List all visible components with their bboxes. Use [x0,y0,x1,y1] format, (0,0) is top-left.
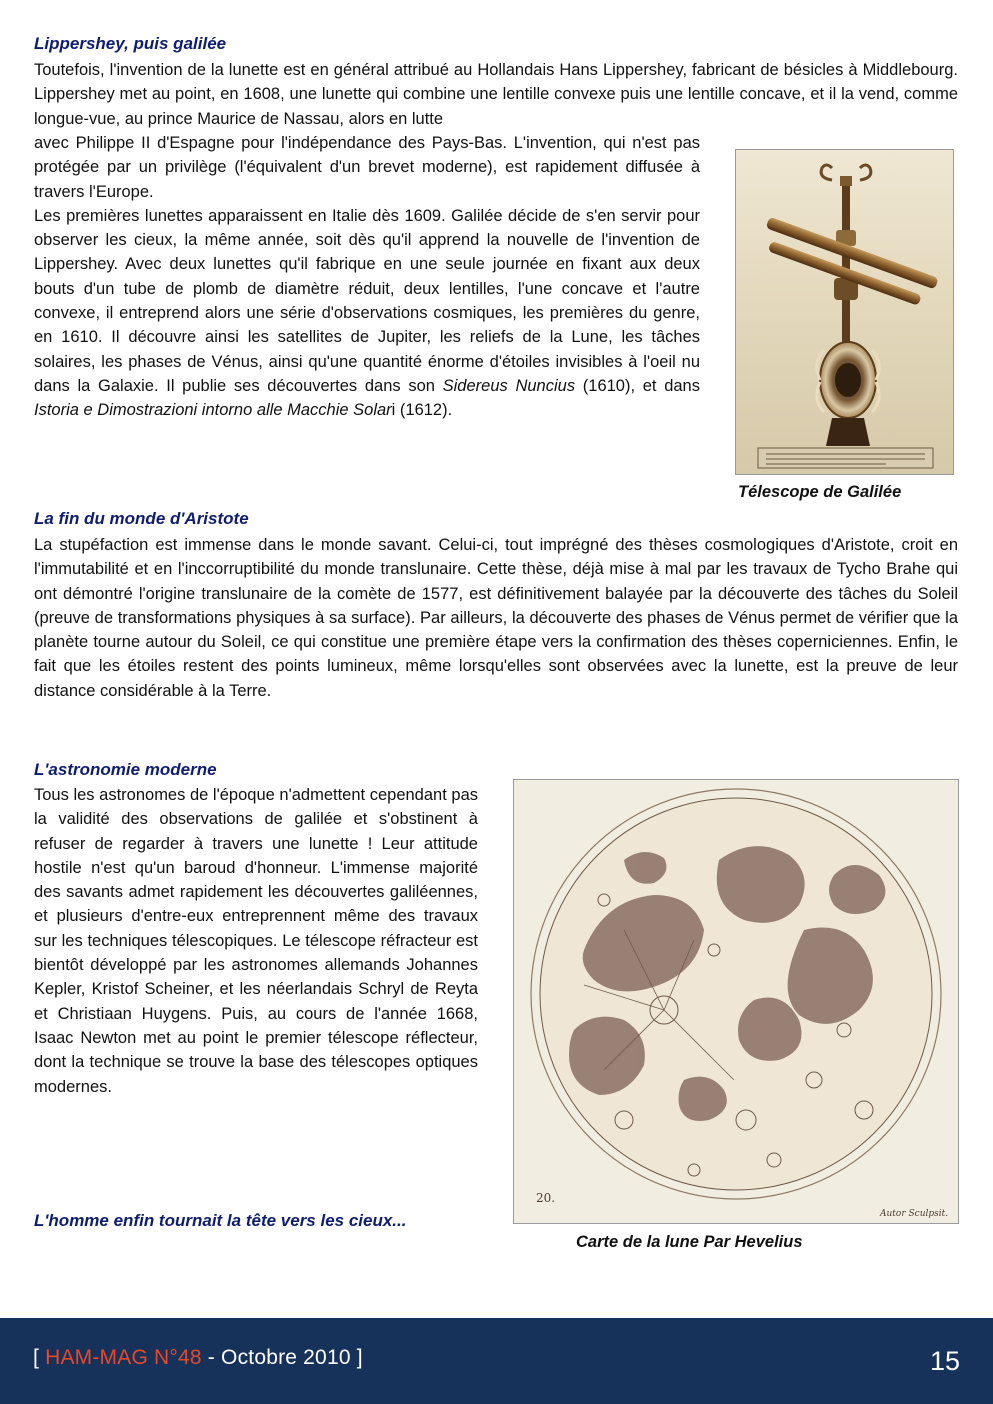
moon-map-illustration [514,780,958,1223]
page-number: 15 [929,1346,960,1376]
telescope-caption: Télescope de Galilée [738,483,902,501]
closing-line: L'homme enfin tournait la tête vers les cieux... [34,1211,407,1230]
bracket-open: [ [33,1346,40,1369]
bracket-close: ] [356,1346,363,1369]
section-heading-lippershey: Lippershey, puis galilée [34,34,227,53]
engraver-signature: Autor Sculpsit. [880,1209,949,1219]
paragraph-galilee [34,204,700,423]
section-body-aristote: La stupéfaction est immense dans le monde savant. Celui-ci, tout imprégné des thèses cosmologiques d'Aristote, croit en l'immutabilité et en l'inccorruptibilité du monde translunaire. Cette thèse, déjà mise à mal par les travaux de Tycho Brahe qui ont démontré l'origine translunaire de la comète de 1577, est définitivement balayée par la découverte des tâches du Soleil (preuve de transformations physiques à sa surface). Par ailleurs, la découverte des phases de Vénus permet de vérifier que la planète tourne autour du Soleil, ce qui constitue une première étape vers la confirmation des thèses coperniciennes. Enfin, le fait que les étoiles restent des points lumineux, même lorsqu'elles sont observées avec la lunette, est la preuve de leur distance considérable à la Terre. [34,536,958,700]
magazine-name: HAM-MAG N°48 [45,1346,202,1369]
book-title-sidereus: Sidereus Nuncius [442,376,576,395]
section-body-astronomie: Tous les astronomes de l'époque n'admettent cependant pas la validité des observations de galilée et s'obstinent à refuser de regarder à travers une lunette ! Leur attitude hostile n'est qu'un baroud d'honneur. L'immense majorité des savants admet rapidement les découvertes galiléennes, et plusieurs d'entre-eux entreprennent même des travaux sur les techniques télescopiques. Le télescope réfracteur est bientôt développé par les astronomes allemands Johannes Kepler, Kristof Scheiner, et les néerlandais Schryl de Reyta et Christiaan Huygens. Puis, au cours de l'année 1668, Isaac Newton met au point le premier télescope réflecteur, dont la technique se trouve la base des télescopes optiques modernes. [34,786,478,1096]
telescope-image [735,149,954,475]
text-run: (1610), et dans [575,376,700,395]
footer-issue-label [33,1346,363,1370]
telescope-illustration [736,150,953,474]
separator: - [207,1346,215,1369]
section-heading-astronomie: L'astronomie moderne [34,760,217,779]
paragraph-invention-diffusion: avec Philippe II d'Espagne pour l'indépendance des Pays-Bas. L'invention, qui n'est pas protégée par un privilège (l'équivalent d'un brevet moderne), est rapidement diffusée à travers l'Europe. [34,134,700,201]
moon-map-image [513,779,959,1224]
plate-number: 20. [536,1191,556,1205]
text-run: i (1612). [391,401,453,420]
issue-date: Octobre 2010 [221,1346,351,1369]
section-body-lippershey-wide: Toutefois, l'invention de la lunette est en général attribué au Hollandais Hans Lippershey, fabricant de bésicles à Middlebourg. Lippershey met au point, en 1608, une lunette qui combine une lentille convexe puis une lentille concave, et il la vend, comme longue-vue, au prince Maurice de Nassau, alors en lutte [34,61,958,128]
page-footer [0,1318,993,1404]
book-title-istoria: Istoria e Dimostrazioni intorno alle Macchie Solar [34,401,392,420]
text-run: Les premières lunettes apparaissent en Italie dès 1609. Galilée décide de s'en servir pour observer les cieux, la même année, soit dès qu'il apprend la nouvelle de l'invention de Lippershey. Avec deux lunettes qu'il fabrique en une seule journée en fixant aux deux bouts d'un tube de plomb de diamètre réduit, deux lentilles, l'une concave et l'autre convexe, il entreprend alors une série d'observations cosmiques, les premières du genre, en 1610. Il découvre ainsi les satellites de Jupiter, les reliefs de la Lune, les tâches solaires, les phases de Vénus, ainsi qu'une quantité énorme d'étoiles invisibles à l'oeil nu dans la Galaxie. Il publie ses découvertes dans son [34,206,700,395]
section-body-lippershey-narrow [34,131,700,423]
section-heading-aristote: La fin du monde d'Aristote [34,509,249,528]
moon-map-caption: Carte de la lune Par Hevelius [576,1233,803,1251]
